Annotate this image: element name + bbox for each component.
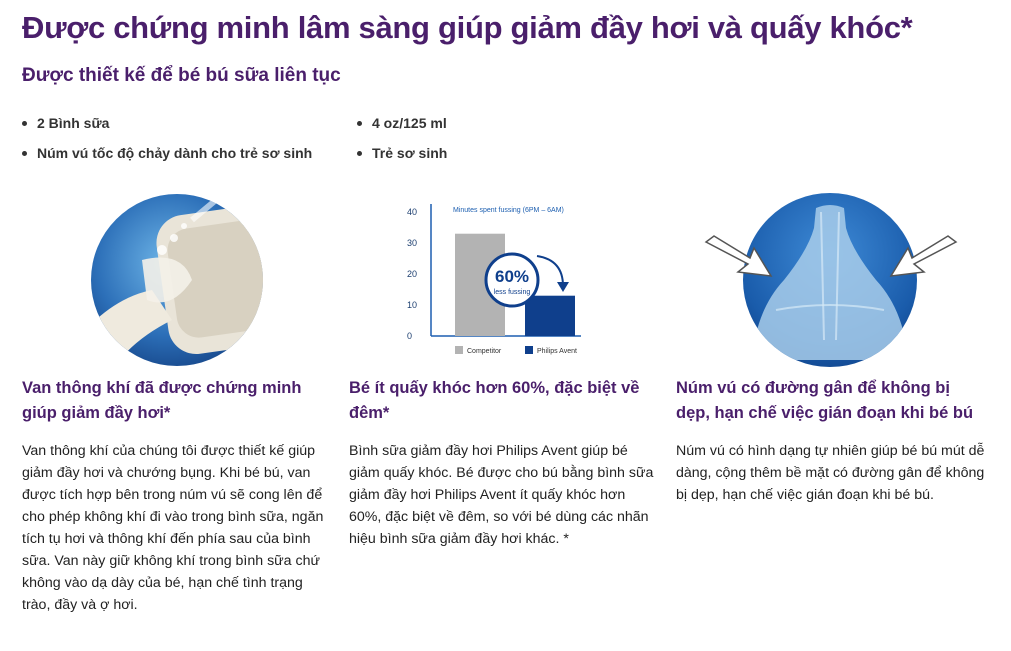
chart-title: Minutes spent fussing (6PM – 6AM) — [453, 207, 564, 214]
chart-tick-label: 0 — [407, 331, 413, 341]
feature-title: Núm vú có đường gân để không bị dẹp, hạn chế việc gián đoạn khi bé bú — [676, 379, 974, 422]
chart-legend-label: Competitor — [467, 348, 502, 355]
chart-tick-label: 20 — [407, 269, 418, 279]
chart-badge-value: 60% — [494, 267, 530, 286]
chart-legend-swatch — [455, 346, 463, 354]
chart-badge-text: less fussing — [493, 289, 531, 296]
feature-card-valve — [22, 190, 332, 616]
spec-item — [22, 144, 357, 162]
feature-body: Bình sữa giảm đầy hơi Philips Avent giúp bé giảm quấy khóc. Bé được cho bú bằng bình sữa giảm đầy hơi Philips Avent ít quấy khóc hơn 60%, đặc biệt về đêm, so với bé dùng các nhãn hiệu bình sữa giảm đầy hơi khác. * — [349, 443, 654, 547]
spec-label: Núm vú tốc độ chảy dành cho trẻ sơ sinh — [37, 145, 313, 161]
bullet-icon — [357, 121, 362, 126]
spec-label: Trẻ sơ sinh — [372, 145, 448, 161]
spec-list — [22, 114, 622, 162]
chart-tick-label: 30 — [407, 238, 418, 248]
chart-tick-label: 40 — [407, 207, 418, 217]
spec-item — [22, 114, 357, 132]
fussing-bar-chart — [349, 190, 659, 370]
chart-tick-label: 10 — [407, 300, 418, 310]
feature-body: Van thông khí của chúng tôi được thiết kế giúp giảm đầy hơi và chướng bụng. Khi bé bú, van được tích hợp bên trong núm vú sẽ cong lên để cho phép không khí đi vào trong bình sữa, ngăn tích tụ hơi và thông khí đến phía sau của bình sữa. Van này giữ không khí trong bình sữa chứ không vào dạ dày của bé, hạn chế tình trạng trào, đầy và ợ hơi. — [22, 443, 324, 613]
bullet-icon — [22, 151, 27, 156]
feature-title: Bé ít quấy khóc hơn 60%, đặc biệt về đêm* — [349, 379, 640, 422]
page-subtitle: Được thiết kế để bé bú sữa liên tục — [22, 65, 341, 86]
spec-item — [357, 144, 622, 162]
feature-body: Núm vú có hình dạng tự nhiên giúp bé bú mút dễ dàng, cộng thêm bề mặt có đường gân để không bị dẹp, hạn chế việc gián đoạn khi bé bú. — [676, 443, 985, 503]
feature-title: Van thông khí đã được chứng minh giúp giảm đầy hơi* — [22, 379, 302, 422]
chart-arrow — [537, 256, 563, 286]
bullet-icon — [22, 121, 27, 126]
bottle-valve-illustration-icon — [22, 190, 332, 370]
page-title: Được chứng minh lâm sàng giúp giảm đầy hơi và quấy khóc* — [22, 10, 913, 45]
chart-legend-swatch — [525, 346, 533, 354]
feature-card-nipple — [676, 190, 986, 506]
nipple-ribbed-illustration-icon — [676, 190, 986, 370]
chart-legend-label: Philips Avent — [537, 348, 577, 355]
spec-label: 2 Bình sữa — [37, 115, 110, 131]
bullet-icon — [357, 151, 362, 156]
spec-label: 4 oz/125 ml — [372, 115, 447, 131]
chart-arrow-head — [557, 282, 569, 292]
spec-item — [357, 114, 622, 132]
chart-bar-philips — [525, 296, 575, 336]
feature-card-fussing — [349, 190, 659, 550]
